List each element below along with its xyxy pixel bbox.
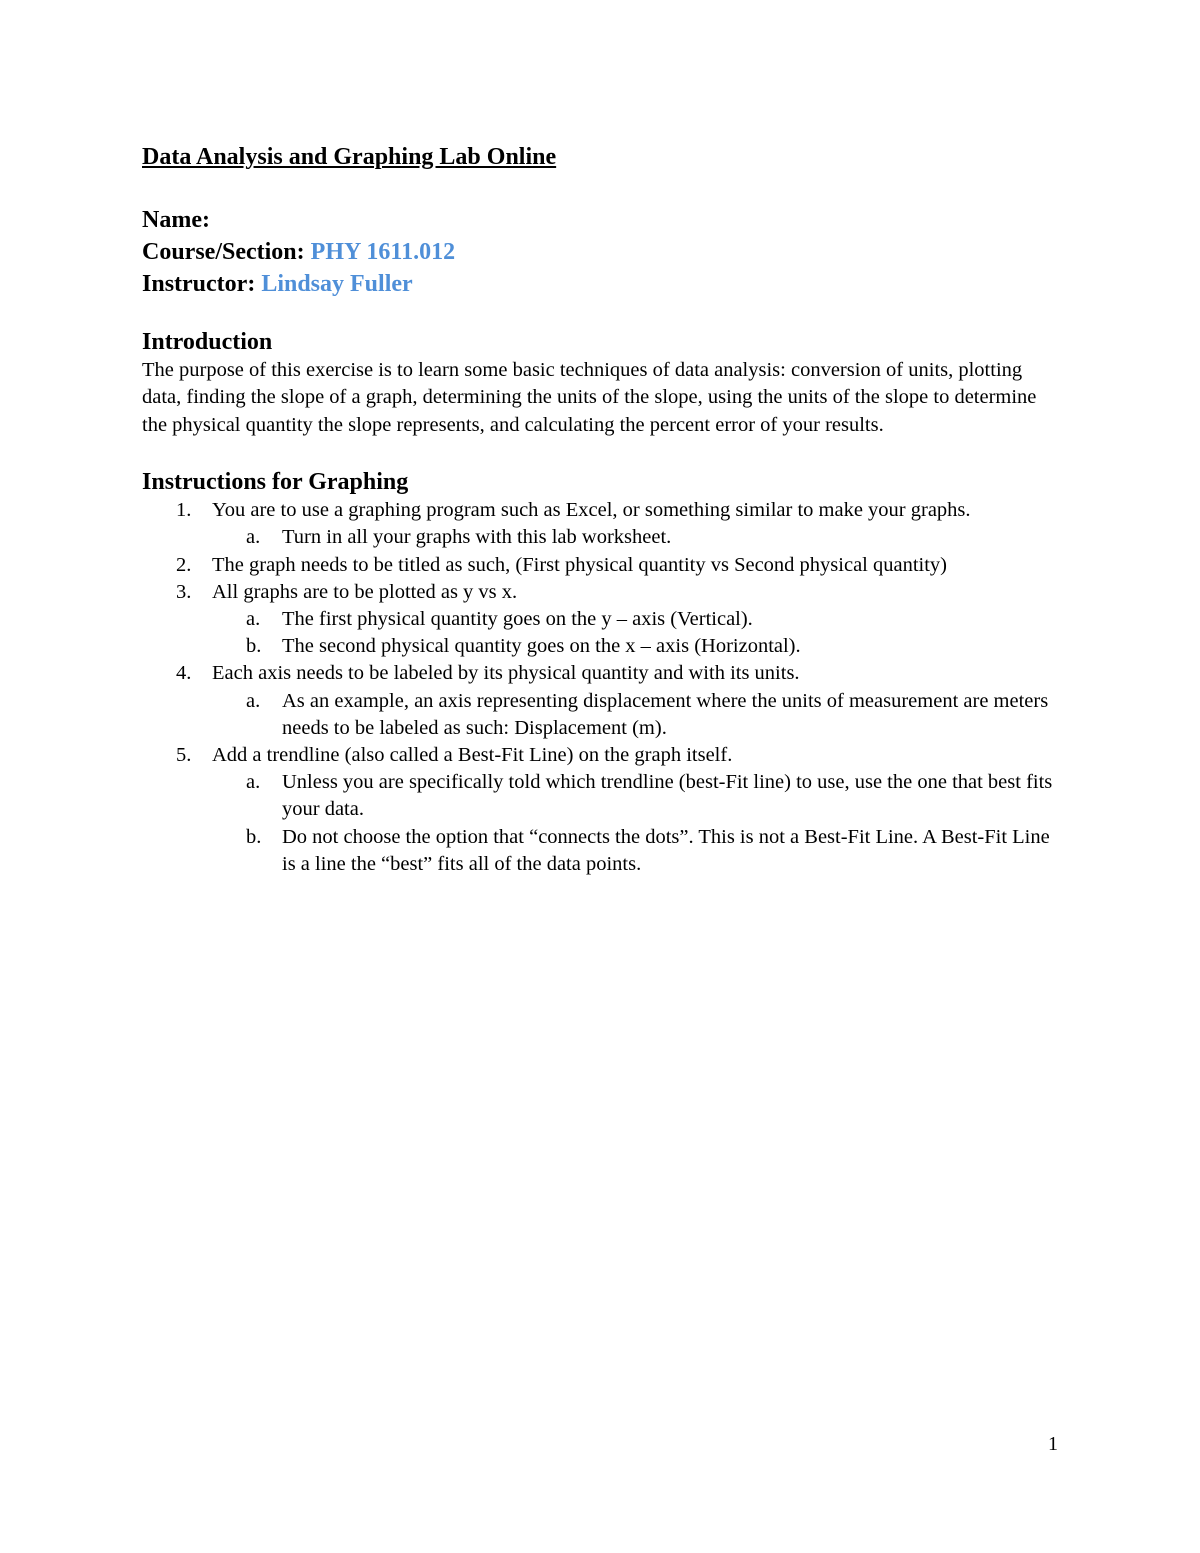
sub-list-item-letter: b. bbox=[246, 825, 262, 848]
list-item bbox=[142, 552, 1062, 579]
sub-list-item-letter: a. bbox=[246, 771, 261, 794]
list-item bbox=[142, 742, 1062, 769]
sub-list-item bbox=[142, 633, 1062, 660]
course-section-line bbox=[142, 236, 1062, 268]
sub-list-item-letter: a. bbox=[246, 608, 261, 631]
course-section-label: Course/Section: bbox=[142, 239, 305, 265]
name-label: Name: bbox=[142, 207, 210, 233]
list-item-text: Add a trendline (also called a Best-Fit Line) on the graph itself. bbox=[212, 744, 733, 767]
list-item-number: 4. bbox=[176, 662, 192, 685]
sub-list-item-text: As an example, an axis representing displacement where the units of measurement are meters needs to be labeled as such: Displacement (m). bbox=[282, 689, 1049, 739]
document-content bbox=[142, 140, 1062, 878]
list-item-text: All graphs are to be plotted as y vs x. bbox=[212, 580, 518, 603]
sub-list-item bbox=[142, 688, 1062, 742]
list-item-number: 3. bbox=[176, 580, 192, 603]
course-section-value: PHY 1611.012 bbox=[310, 239, 456, 265]
name-line bbox=[142, 204, 1062, 236]
list-item-number: 1. bbox=[176, 499, 192, 522]
sub-list-item-letter: a. bbox=[246, 689, 261, 712]
list-item-text: You are to use a graphing program such as Excel, or something similar to make your graphs. bbox=[212, 499, 971, 522]
list-item-text: The graph needs to be titled as such, (First physical quantity vs Second physical quantity) bbox=[212, 553, 948, 576]
introduction-heading: Introduction bbox=[142, 329, 273, 355]
instructor-value: Lindsay Fuller bbox=[261, 271, 413, 297]
list-item bbox=[142, 579, 1062, 606]
instructions-list bbox=[142, 497, 1062, 878]
sub-list-item-letter: a. bbox=[246, 526, 261, 549]
sub-list-item-text: Do not choose the option that “connects the dots”. This is not a Best-Fit Line. A Best-Fit Line is a line the “best” fits all of the data points. bbox=[282, 825, 1050, 875]
page-number: 1 bbox=[1048, 1433, 1058, 1455]
sub-list-item-text: The second physical quantity goes on the x – axis (Horizontal). bbox=[282, 635, 801, 658]
sub-list-item-text: Turn in all your graphs with this lab worksheet. bbox=[282, 526, 672, 549]
instructor-label: Instructor: bbox=[142, 271, 256, 297]
sub-list-item-text: The first physical quantity goes on the y – axis (Vertical). bbox=[282, 608, 753, 631]
sub-list-item bbox=[142, 524, 1062, 551]
sub-list-item-letter: b. bbox=[246, 635, 262, 658]
document-title: Data Analysis and Graphing Lab Online bbox=[142, 144, 557, 170]
instructor-line bbox=[142, 268, 1062, 300]
sub-list-item bbox=[142, 606, 1062, 633]
list-item bbox=[142, 660, 1062, 687]
sub-list-item bbox=[142, 824, 1062, 878]
list-item-number: 5. bbox=[176, 744, 192, 767]
introduction-paragraph: The purpose of this exercise is to learn some basic techniques of data analysis: conversion of units, plotting data, finding the slope of a graph, determining the units of the slope, using the units of the slope to determine the physical quantity the slope represents, and calculating the percent error of your results. bbox=[142, 359, 1037, 436]
sub-list-item bbox=[142, 769, 1062, 823]
list-item bbox=[142, 497, 1062, 524]
list-item-text: Each axis needs to be labeled by its physical quantity and with its units. bbox=[212, 662, 800, 685]
instructions-heading: Instructions for Graphing bbox=[142, 469, 409, 496]
sub-list-item-text: Unless you are specifically told which trendline (best-Fit line) to use, use the one that best fits your data. bbox=[282, 771, 1053, 821]
list-item-number: 2. bbox=[176, 553, 192, 576]
